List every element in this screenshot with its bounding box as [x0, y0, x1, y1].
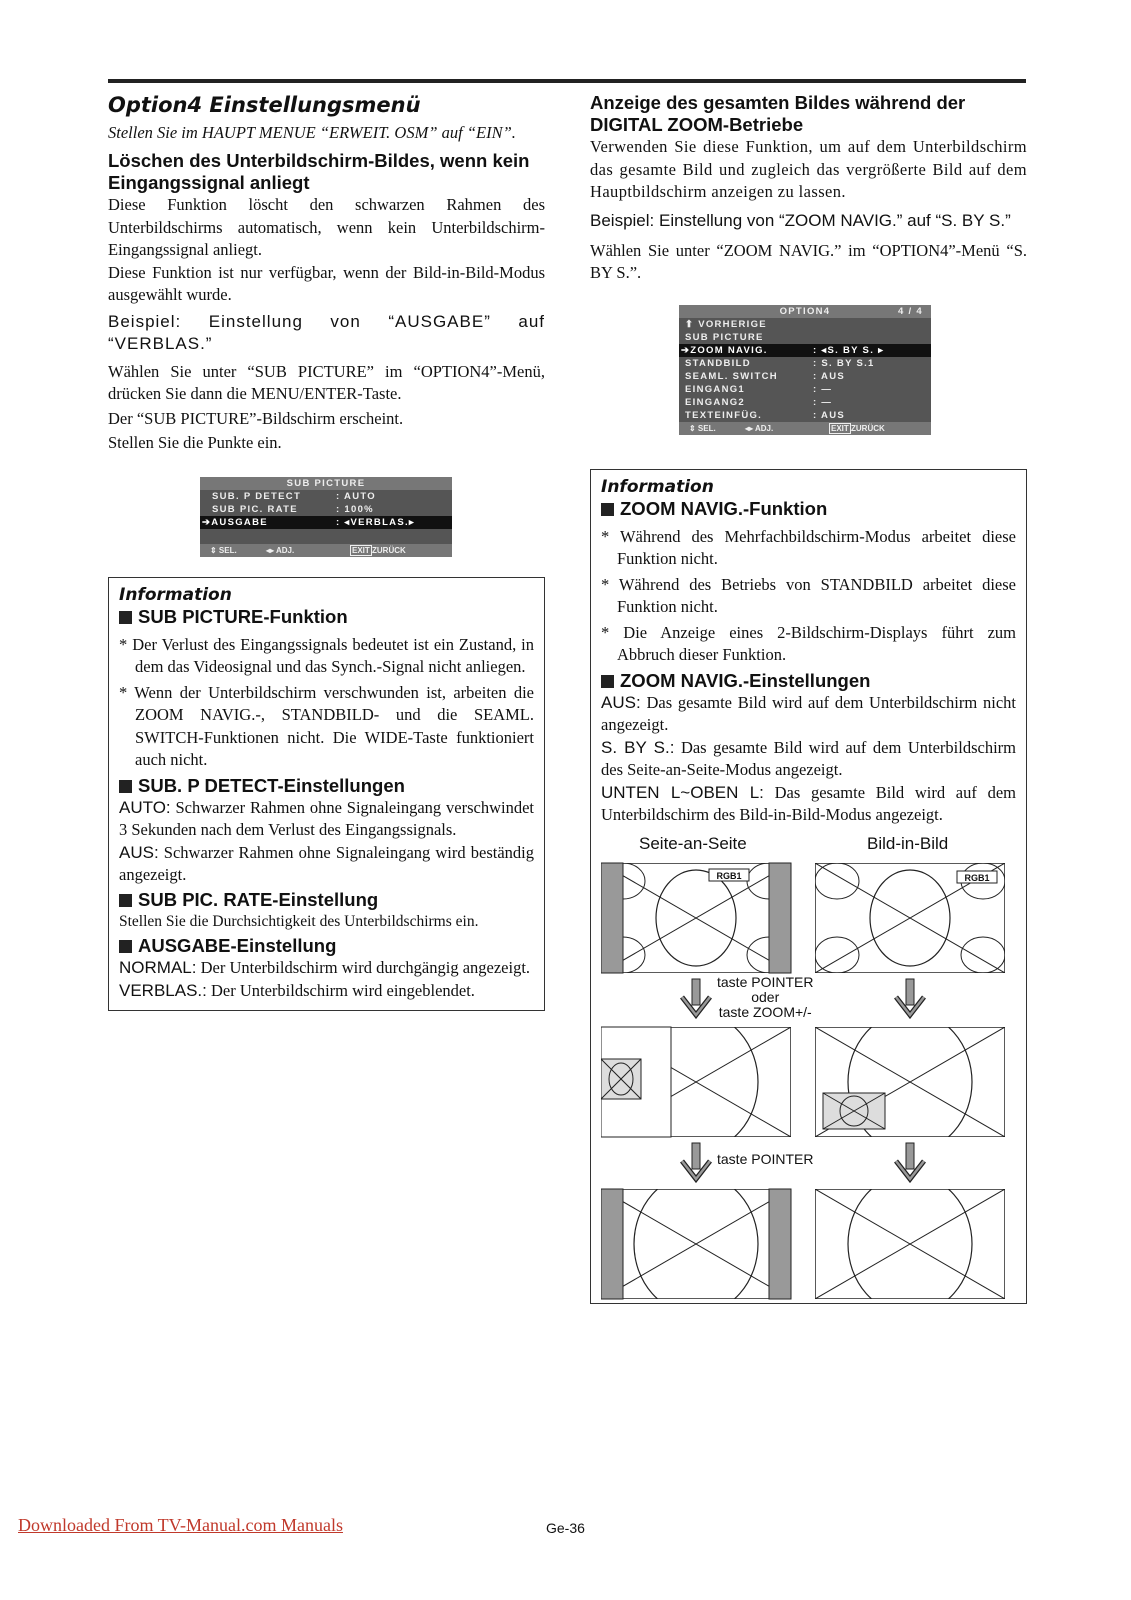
osd-adj-hint: ◂▸ ADJ. — [266, 545, 295, 555]
osd-option4 — [679, 305, 931, 435]
osd-back-hint: ZURÜCK — [372, 545, 406, 555]
info-heading: SUB. P DETECT-Einstellungen — [119, 775, 534, 797]
screen-sbs-3 — [601, 1174, 791, 1303]
rgb-label: RGB1 — [964, 872, 990, 883]
instruction: Wählen Sie unter “SUB PICTURE” im “OPTION4”-Menü, drücken Sie dann die MENU/ENTER-Taste. — [108, 361, 545, 403]
info-bullet: * Der Verlust des Eingangssignals bedeutet ist ein Zustand, in dem das Videosignal und das Synch.-Signal nicht anliegen. — [119, 634, 534, 676]
info-definition: AUTO: Schwarzer Rahmen ohne Signaleingang verschwindet 3 Sekunden nach dem Verlust des Eingangssignals. — [119, 797, 534, 839]
osd-row-selected: ➔ZOOM NAVIG. : ◂S. BY S. ▸ — [679, 344, 931, 357]
info-definition: AUS: Schwarzer Rahmen ohne Signaleingang wird beständig angezeigt. — [119, 842, 534, 884]
info-heading: SUB PICTURE-Funktion — [119, 606, 534, 628]
osd-adj-hint: ◂▸ ADJ. — [745, 423, 774, 433]
info-bullet: * Die Anzeige eines 2-Bildschirm-Displays führt zum Abbruch dieser Funktion. — [601, 622, 1016, 664]
top-rule — [108, 79, 1026, 83]
info-definition: VERBLAS.: Der Unterbildschirm wird eingeblendet. — [119, 980, 475, 1000]
information-box — [108, 577, 545, 1012]
paragraph: Diese Funktion ist nur verfügbar, wenn der Bild-in-Bild-Modus ausgewählt wurde. — [108, 262, 545, 304]
info-title: Information — [601, 476, 714, 497]
information-box — [590, 469, 1027, 1304]
osd-page-indicator: 4 / 4 — [898, 305, 923, 317]
info-bullet: * Während des Mehrfachbildschirm-Modus arbeitet diese Funktion nicht. — [601, 526, 1016, 568]
osd-label: SUB. P DETECT — [212, 490, 302, 502]
intro-text: Stellen Sie im HAUPT MENUE “ERWEIT. OSM” auf “EIN”. — [108, 123, 516, 142]
info-definition: AUS: Das gesamte Bild wird auf dem Unterbildschirm nicht angezeigt. — [601, 692, 1016, 734]
osd-exit-icon: EXIT — [831, 423, 849, 433]
diagram-graphics — [601, 833, 1018, 1303]
screen-sbs-2 — [601, 1012, 791, 1152]
osd-row: ⬆ VORHERIGE — [685, 318, 767, 330]
screen-sbs-1 — [601, 863, 791, 973]
osd-sel-hint: ⇕ SEL. — [689, 423, 716, 433]
section-heading: Anzeige des gesamten Bildes während der DIGITAL ZOOM-Betriebe — [590, 92, 966, 135]
square-bullet-icon — [119, 611, 132, 624]
info-heading: ZOOM NAVIG.-Einstellungen — [601, 670, 1016, 692]
osd-back-hint: ZURÜCK — [851, 423, 885, 433]
osd-row: EINGANG2 : — — [685, 396, 833, 408]
info-heading: AUSGABE-Einstellung — [119, 935, 534, 957]
info-bullet: * Wenn der Unterbildschirm verschwunden ist, arbeiten die ZOOM NAVIG.-, STANDBILD- und die SEAML. SWITCH-Funktionen nicht. Die WIDE-Taste funktioniert auch nicht. — [119, 682, 534, 769]
osd-row: STANDBILD : S. BY S.1 — [685, 357, 875, 369]
paragraph: Verwenden Sie diese Funktion, um auf dem Unterbildschirm das gesamte Bild und zugleich das vergrößerte Bild auf dem Hauptbildschirm anzeigen zu lassen. — [590, 137, 1027, 201]
osd-row: SUB PICTURE — [685, 331, 764, 343]
col-label-picture-in-picture: Bild-in-Bild — [867, 833, 949, 853]
osd-value: : 100% — [336, 503, 374, 515]
rgb-label: RGB1 — [716, 870, 742, 881]
info-definition: UNTEN L~OBEN L: Das gesamte Bild wird auf dem Unterbildschirm des Bild-in-Bild-Modus angezeigt. — [601, 782, 1016, 824]
example-text: Beispiel: Einstellung von “ZOOM NAVIG.” auf “S. BY S.” — [590, 210, 1011, 230]
osd-spacer — [200, 529, 452, 542]
osd-label: SUB PIC. RATE — [212, 503, 298, 515]
arrow-down-icon — [896, 979, 924, 1015]
osd-row: EINGANG1 : — — [685, 383, 833, 395]
col-label-side-by-side: Seite-an-Seite — [639, 833, 747, 853]
instruction: Stellen Sie die Punkte ein. — [108, 433, 282, 452]
arrow-caption-1: taste POINTER oder taste ZOOM+/- — [717, 973, 814, 1020]
info-heading: SUB PIC. RATE-Einstellung — [119, 889, 534, 911]
osd-value: : AUTO — [336, 490, 376, 502]
info-heading: ZOOM NAVIG.-Funktion — [601, 498, 1016, 520]
arrow-down-icon — [682, 1143, 710, 1179]
zoom-navig-diagram — [601, 833, 1016, 1303]
info-bullet: * Während des Betriebs von STANDBILD arbeitet diese Funktion nicht. — [601, 574, 1016, 616]
square-bullet-icon — [601, 503, 614, 516]
arrow-down-icon — [682, 979, 710, 1015]
square-bullet-icon — [119, 894, 132, 907]
example-text: Beispiel: Einstellung von “AUSGABE” auf “VERBLAS.” — [108, 311, 545, 353]
osd-row-selected — [200, 516, 452, 529]
osd-title-text: OPTION4 — [779, 305, 831, 317]
page-number: Ge-36 — [546, 1520, 585, 1536]
osd-footer — [200, 544, 452, 557]
square-bullet-icon — [601, 675, 614, 688]
osd-row: SEAML. SWITCH : AUS — [685, 370, 846, 382]
osd-label: ➔AUSGABE — [202, 516, 268, 528]
osd-row: TEXTEINFÜG. : AUS — [685, 409, 846, 421]
download-source-link[interactable]: Downloaded From TV-Manual.com Manuals — [18, 1515, 343, 1535]
instruction: Wählen Sie unter “ZOOM NAVIG.” im “OPTION4”-Menü “S. BY S.”. — [590, 240, 1027, 282]
osd-sel-hint: ⇕ SEL. — [210, 545, 237, 555]
square-bullet-icon — [119, 940, 132, 953]
instruction: Der “SUB PICTURE”-Bildschirm erscheint. — [108, 408, 404, 428]
arrow-caption-2: taste POINTER — [717, 1150, 814, 1167]
info-definition: NORMAL: Der Unterbildschirm wird durchgängig angezeigt. — [119, 958, 531, 977]
right-column — [590, 92, 1027, 1304]
paragraph: Diese Funktion löscht den schwarzen Rahmen des Unterbildschirms automatisch, wenn kein Unterbildschirm-Eingangssignal anliegt. — [108, 195, 545, 259]
info-title: Information — [119, 584, 232, 605]
osd-title: SUB PICTURE — [200, 477, 452, 490]
screen-pip-2 — [815, 1012, 1005, 1152]
left-column — [108, 92, 545, 1011]
arrow-down-icon — [896, 1143, 924, 1179]
square-bullet-icon — [119, 780, 132, 793]
info-text: Stellen Sie die Durchsichtigkeit des Unterbildschirms ein. — [119, 912, 479, 930]
osd-row — [200, 503, 452, 516]
screen-pip-3 — [815, 1174, 1005, 1303]
osd-title — [679, 305, 931, 318]
osd-footer — [679, 422, 931, 435]
info-definition: S. BY S.: Das gesamte Bild wird auf dem Unterbildschirm des Seite-an-Seite-Modus angezeigt. — [601, 737, 1016, 779]
osd-exit-icon: EXIT — [352, 545, 370, 555]
osd-row — [200, 490, 452, 503]
osd-value: : ◂VERBLAS.▸ — [336, 516, 415, 528]
page-title: Option4 Einstellungsmenü — [108, 93, 421, 117]
section-heading: Löschen des Unterbildschirm-Bildes, wenn kein Eingangssignal anliegt — [108, 150, 530, 193]
osd-sub-picture — [200, 477, 452, 557]
